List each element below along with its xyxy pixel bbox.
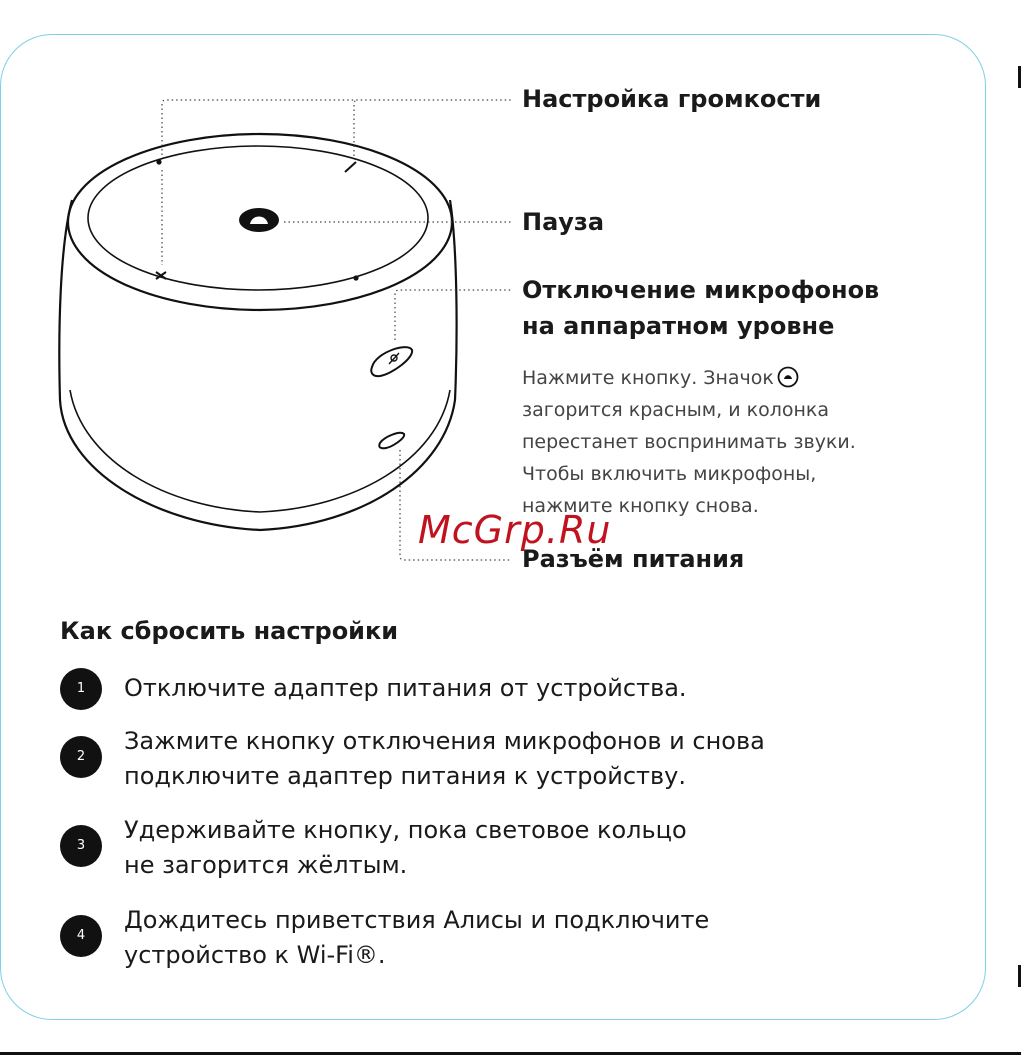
step-text-line: Зажмите кнопку отключения микрофонов и снова: [124, 727, 765, 755]
mic-description-line1: [522, 362, 856, 394]
step-text-line: Удерживайте кнопку, пока световое кольцо: [124, 816, 687, 844]
step-number-badge: 2: [60, 736, 102, 778]
label-mic-off-line1: Отключение микрофонов: [522, 276, 880, 304]
mic-description-line2: загорится красным, и колонка: [522, 399, 830, 421]
mic-description-line3: перестанет воспринимать звуки.: [522, 431, 856, 453]
step-text-line: устройство к Wi-Fi®.: [124, 941, 386, 969]
step-number-badge: 3: [60, 825, 102, 867]
step-text-line: Отключите адаптер питания от устройства.: [124, 674, 687, 702]
mic-description-line5: нажмите кнопку снова.: [522, 495, 759, 517]
step-number-badge: 4: [60, 915, 102, 957]
mic-mute-icon: [371, 347, 412, 376]
label-volume: Настройка громкости: [522, 85, 822, 113]
label-mic-off-line2: на аппаратном уровне: [522, 312, 835, 340]
step-text: [124, 671, 687, 706]
mic-description: [522, 362, 856, 522]
leader-lines: [162, 100, 512, 560]
minus-icon: [156, 159, 161, 164]
mic-description-line4: Чтобы включить микрофоны,: [522, 463, 817, 485]
label-pause: Пауза: [522, 208, 605, 236]
power-port-icon: [379, 433, 404, 448]
volume-up-icon: [345, 162, 356, 172]
speaker-body: [59, 134, 456, 530]
step-text: [124, 813, 687, 883]
watermark: McGrp.Ru: [418, 508, 612, 552]
step-number-badge: 1: [60, 668, 102, 710]
step-text-line: подключите адаптер питания к устройству.: [124, 762, 686, 790]
step-text-line: Дождитесь приветствия Алисы и подключите: [124, 906, 710, 934]
alice-icon: [239, 208, 279, 232]
label-power: Разъём питания: [522, 545, 745, 573]
dot-icon: [353, 275, 358, 280]
step-text: [124, 903, 709, 973]
alice-status-icon: [777, 366, 799, 388]
reset-title: Как сбросить настройки: [60, 617, 399, 645]
step-text-line: не загорится жёлтым.: [124, 851, 408, 879]
step-text: [124, 724, 765, 794]
mic-description-text: Нажмите кнопку. Значок: [522, 367, 774, 389]
label-mic-off: [522, 272, 879, 344]
